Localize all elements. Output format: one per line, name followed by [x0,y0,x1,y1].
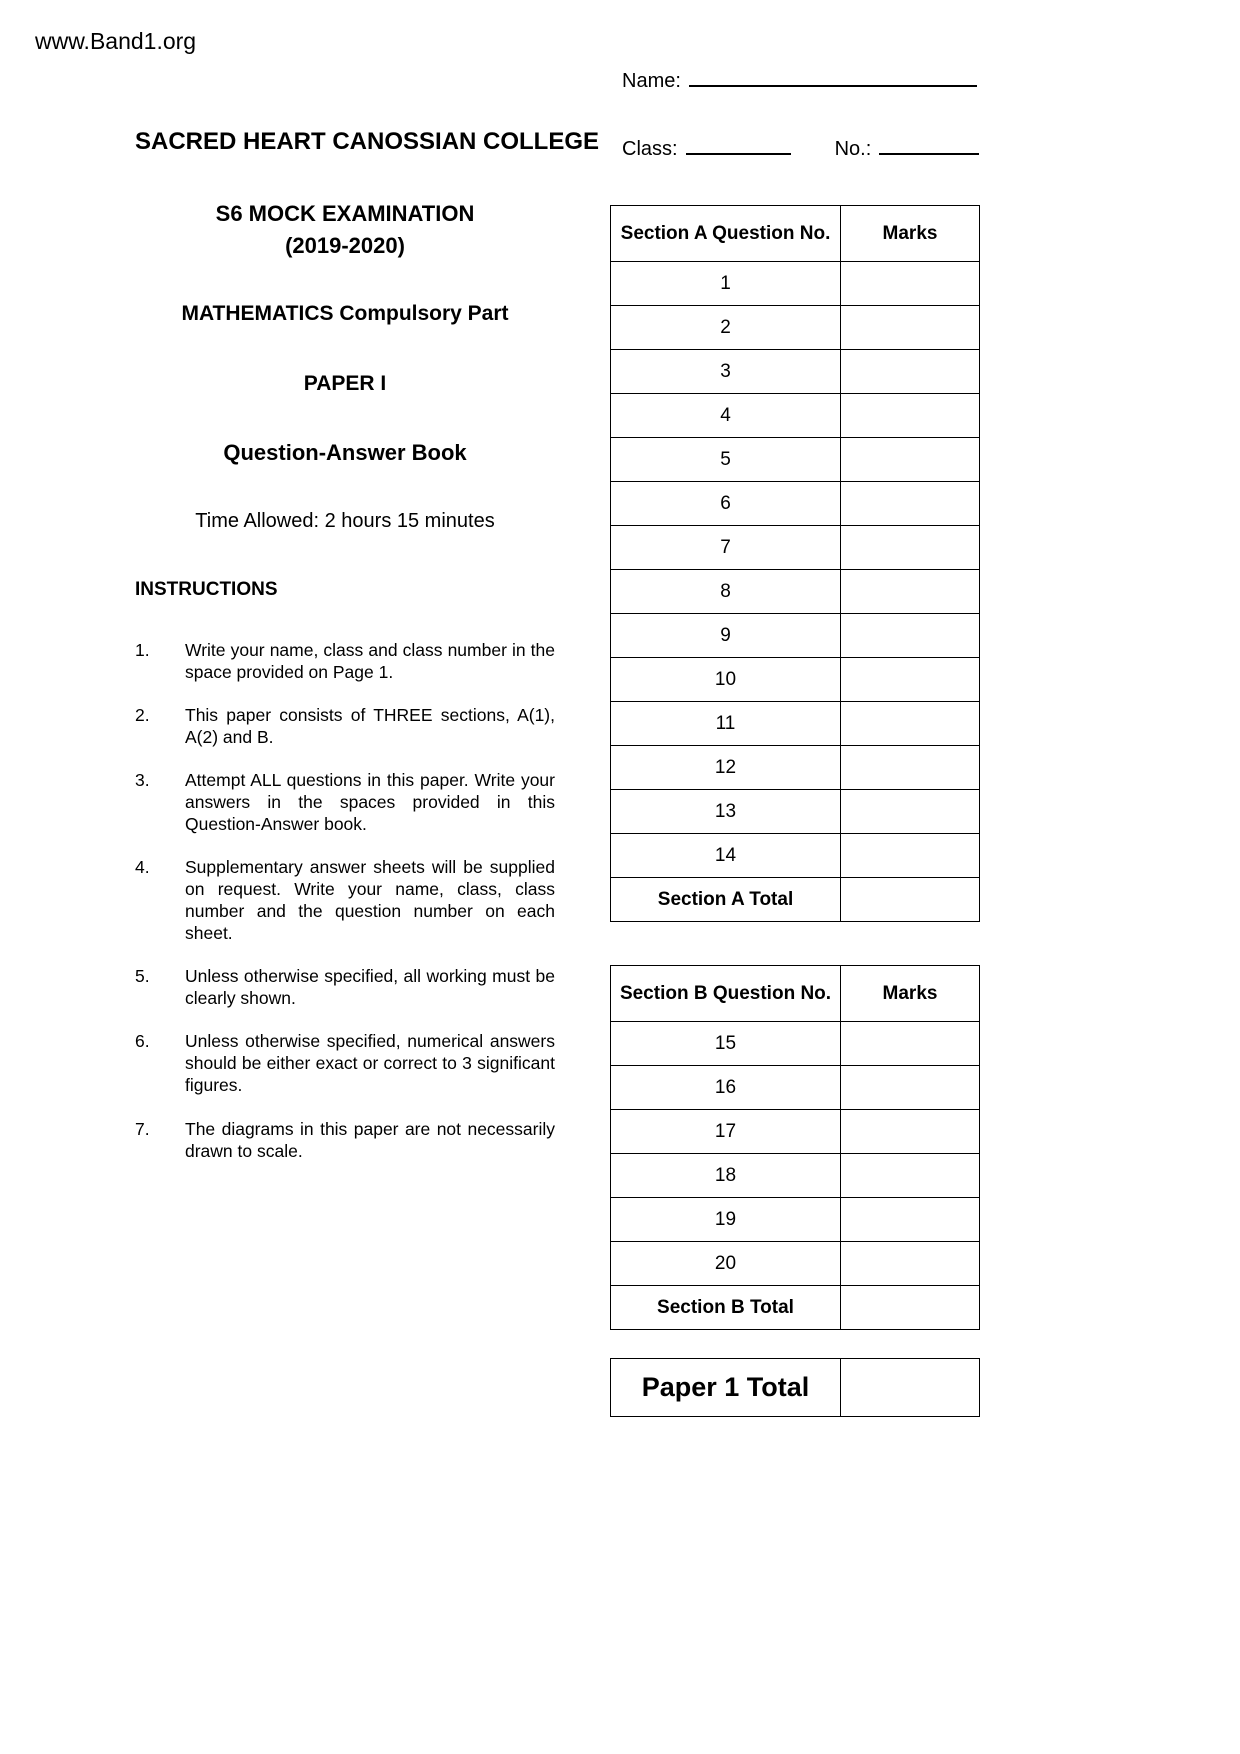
time-allowed: Time Allowed: 2 hours 15 minutes [195,509,495,532]
instruction-item [135,704,555,748]
table-row [611,1242,980,1286]
question-number-cell: 8 [611,570,841,614]
table-row [611,790,980,834]
paper-total-marks-cell [841,1359,980,1417]
section-b-total-marks-cell [841,1286,980,1330]
table-row [611,746,980,790]
marks-cell [841,526,980,570]
table-row [611,1022,980,1066]
marks-cell [841,702,980,746]
marks-cell [841,394,980,438]
table-row [611,482,980,526]
question-number-cell: 9 [611,614,841,658]
class-blank-line [686,139,791,155]
paper-total-table [610,1358,980,1417]
marks-cell [841,1242,980,1286]
instruction-text: The diagrams in this paper are not necessarily drawn to scale. [185,1118,555,1161]
section-a-question-header: Section A Question No. [611,206,841,262]
section-a-header-row [611,206,980,262]
instruction-item [135,856,555,944]
instruction-item [135,769,555,835]
instruction-number: 6. [135,1031,150,1052]
marks-cell [841,1110,980,1154]
section-b-total-label: Section B Total [611,1286,841,1330]
instruction-item [135,1118,555,1162]
table-row [611,702,980,746]
watermark: www.Band1.org [35,28,197,54]
exam-title [135,198,555,262]
instruction-text: Supplementary answer sheets will be supplied on request. Write your name, class, class number and the question number on each sheet. [185,857,555,944]
class-no-fields [622,138,979,161]
school-name: SACRED HEART CANOSSIAN COLLEGE [135,128,600,155]
instruction-number: 1. [135,639,150,660]
name-label: Name: [622,70,681,92]
paper-total-row [611,1359,980,1417]
instruction-number: 5. [135,966,150,987]
instruction-item [135,1030,555,1096]
section-a-total-marks-cell [841,878,980,922]
instruction-number: 7. [135,1118,150,1139]
table-row [611,1066,980,1110]
question-number-cell: 3 [611,350,841,394]
question-number-cell: 4 [611,394,841,438]
marks-cell [841,262,980,306]
section-a-marks-table [610,205,980,922]
instruction-text: Write your name, class and class number in the space provided on Page 1. [185,639,555,682]
marks-cell [841,1198,980,1242]
instruction-text: This paper consists of THREE sections, A(1), A(2) and B. [185,704,555,747]
instructions-heading: INSTRUCTIONS [135,578,278,600]
question-number-cell: 14 [611,834,841,878]
section-a-total-row [611,878,980,922]
table-row [611,614,980,658]
table-row [611,526,980,570]
class-label: Class: [622,138,678,160]
instruction-number: 3. [135,769,150,790]
marks-cell [841,350,980,394]
marks-cell [841,306,980,350]
question-number-cell: 12 [611,746,841,790]
instruction-item [135,965,555,1009]
instruction-number: 2. [135,704,150,725]
marks-cell [841,438,980,482]
table-row [611,262,980,306]
book-title: Question-Answer Book [223,439,467,465]
question-number-cell: 6 [611,482,841,526]
marks-cell [841,1154,980,1198]
marks-cell [841,1066,980,1110]
marks-cell [841,658,980,702]
table-row [611,1110,980,1154]
table-row [611,394,980,438]
table-row [611,350,980,394]
name-blank-line [689,71,977,87]
question-number-cell: 18 [611,1154,841,1198]
paper-total-label: Paper 1 Total [611,1359,841,1417]
question-number-cell: 20 [611,1242,841,1286]
question-number-cell: 1 [611,262,841,306]
section-a-marks-header: Marks [841,206,980,262]
table-row [611,658,980,702]
instruction-item [135,639,555,683]
question-number-cell: 7 [611,526,841,570]
table-row [611,570,980,614]
table-row [611,438,980,482]
marks-cell [841,614,980,658]
marks-cell [841,790,980,834]
name-field [622,70,977,93]
section-b-header-row [611,966,980,1022]
section-b-marks-header: Marks [841,966,980,1022]
marks-cell [841,746,980,790]
section-b-question-header: Section B Question No. [611,966,841,1022]
no-label: No.: [834,138,872,160]
section-b-marks-table [610,965,980,1330]
marks-cell [841,570,980,614]
exam-title-line1: S6 MOCK EXAMINATION [215,201,475,226]
question-number-cell: 15 [611,1022,841,1066]
marks-cell [841,1022,980,1066]
question-number-cell: 10 [611,658,841,702]
question-number-cell: 2 [611,306,841,350]
table-row [611,1198,980,1242]
table-row [611,834,980,878]
question-number-cell: 5 [611,438,841,482]
section-b-total-row [611,1286,980,1330]
paper-number: PAPER I [303,371,387,395]
table-row [611,306,980,350]
marks-cell [841,834,980,878]
instructions-list [135,639,555,1162]
instruction-number: 4. [135,857,150,878]
cover-left-column [135,128,600,1183]
marks-cell [841,482,980,526]
question-number-cell: 11 [611,702,841,746]
instruction-text: Attempt ALL questions in this paper. Write your answers in the spaces provided in this Question-Answer book. [185,769,555,835]
instruction-text: Unless otherwise specified, all working must be clearly shown. [185,966,555,1009]
table-row [611,1154,980,1198]
subject-title: MATHEMATICS Compulsory Part [181,301,509,325]
exam-title-line2: (2019-2020) [285,232,405,258]
question-number-cell: 16 [611,1066,841,1110]
question-number-cell: 17 [611,1110,841,1154]
question-number-cell: 13 [611,790,841,834]
no-blank-line [879,139,979,155]
section-a-total-label: Section A Total [611,878,841,922]
instruction-text: Unless otherwise specified, numerical answers should be either exact or correct to 3 significant figures. [185,1031,555,1096]
question-number-cell: 19 [611,1198,841,1242]
